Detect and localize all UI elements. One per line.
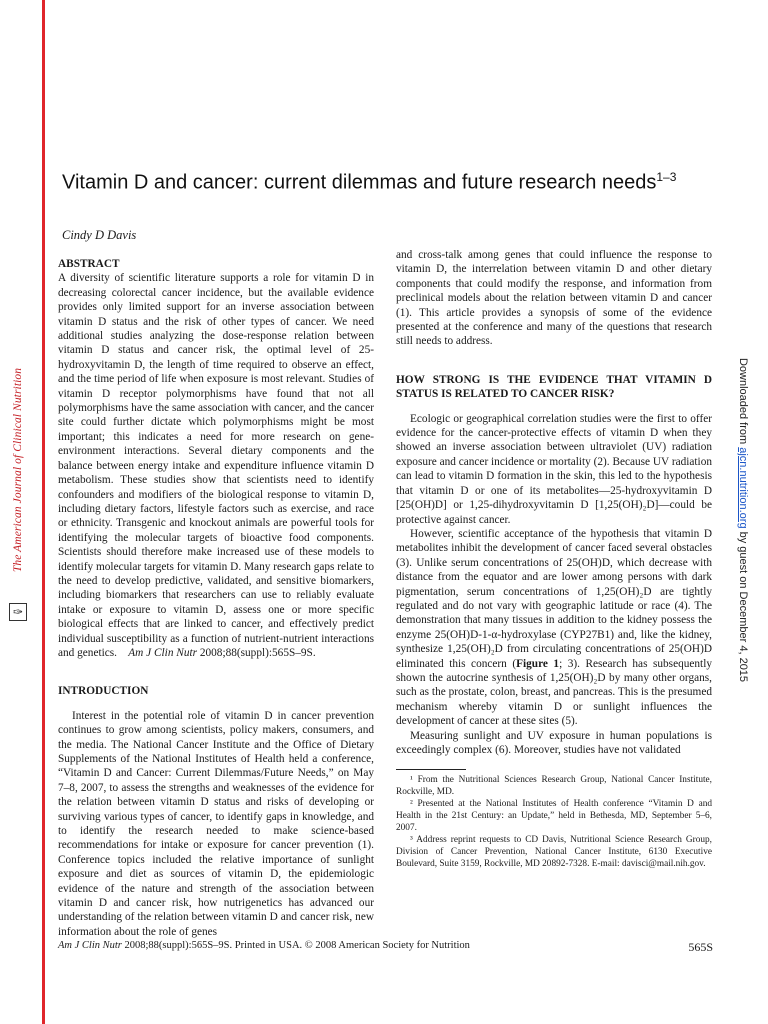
introduction-continued: and cross-talk among genes that could influence the response to vitamin D, the interrelation between vitamin D and other dietary components that could modify the response, and information from preclinical models about the relation between vitamin D and cancer (1). This article provides a synopsis of some of the evidence presented at the conference and many of the questions that research still needs to address. (396, 249, 712, 348)
footnote-3: ³ Address reprint requests to CD Davis, Nutritional Science Research Group, Division of Cancer Prevention, National Cancer Institute, 6130 Executive Boulevard, Suite 3159, Rockville, MD 20892-7328. E-mail: davisci@mail.nih.gov. (396, 835, 712, 870)
page-number: 565S (688, 940, 713, 954)
evidence-paragraph-1: Ecologic or geographical correlation studies were the first to offer evidence for the cancer-protective effects of vitamin D when they showed an inverse association between ultraviolet (UV) radiation exposure and cancer incidence or mortality (2). Because UV radiation can lead to vitamin D formation in the skin, this led to the hypothesis that vitamin D or one of its metabolites—25-hydroxyvitamin D [25(OH)D] or 1,25-dihydroxyvitamin D [1,25(OH)₂D]—could be protective against cancer. (396, 412, 712, 526)
section-heading-evidence: HOW STRONG IS THE EVIDENCE THAT VITAMIN D STATUS IS RELATED TO CANCER RISK? (396, 373, 712, 401)
introduction-heading: INTRODUCTION (58, 685, 149, 698)
footnote-1: ¹ From the Nutritional Sciences Research Group, National Cancer Institute, Rockville, MD. (396, 775, 712, 798)
figure-1-reference[interactable]: Figure 1 (516, 657, 560, 670)
margin-red-line (42, 0, 45, 1024)
footer-text: 2008;88(suppl):565S–9S. Printed in USA. © 2008 American Society for Nutrition (121, 940, 470, 951)
download-notice (728, 0, 758, 1024)
footer-citation (58, 940, 470, 955)
footnote-2: ² Presented at the National Institutes of Health conference “Vitamin D and Health in the 21st Century: an Update,” held in Bethesda, MD, September 5–6, 2007. (396, 799, 712, 834)
title-text: Vitamin D and cancer: current dilemmas and future research needs (62, 171, 657, 194)
footnote-divider (396, 769, 466, 770)
download-prefix: Downloaded from (737, 357, 749, 448)
right-column (396, 248, 712, 870)
evidence-paragraph-2 (396, 527, 712, 729)
journal-logo-icon: ✑ (9, 603, 27, 621)
author-name: Cindy D Davis (62, 228, 137, 242)
footer-journal: Am J Clin Nutr (58, 940, 122, 951)
journal-name-vertical: The American Journal of Clinical Nutrition (12, 367, 24, 573)
p2-after: ; 3). Research has subsequently shown the autocrine synthesis of 1,25(OH)₂D by many other organs, such as the prostate, colon, breast, and pancreas. This is the presumed mechanism whereby vitamin D or sunlight influences the development of cancer at these sites (5). (396, 657, 712, 728)
introduction-text: Interest in the potential role of vitamin D in cancer prevention continues to grow among scientists, policy makers, consumers, and the media. The National Cancer Institute and the Office of Dietary Supplements of the National Institutes of Health held a conference, “Vitamin D and Cancer: Current Dilemmas/Future Needs,” on May 7–8, 2007, to assess the strengths and weaknesses of the evidence for the relation between vitamin D status and risks of developing or surviving various types of cancer, to identify gaps in knowledge, and to identify the research needed to make science-based recommendations for intake or exposure for cancer prevention (1). Conference topics included the relative importance of sunlight exposure and diet as sources of vitamin D, the epidemiologic evidence of the nature and strength of the association between vitamin D and cancer risk, how nutrigenetics has advanced our understanding of the relation between vitamin D and cancer risk, new information about the role of genes (58, 709, 374, 938)
journal-sidebar (0, 0, 36, 1024)
download-suffix: by guest on December 4, 2015 (737, 528, 749, 683)
p2-before: However, scientific acceptance of the hypothesis that vitamin D metabolites inhibit the development of cancer faced several obstacles (3). Unlike serum concentrations of 25(OH)D, which decrease with distance from the equator and are lower among persons with dark pigmentation, serum concentrations of 1,25(OH)₂D are tightly regulated and do not vary with geographic latitude or race (4). The demonstration that many tissues in addition to the kidney possess the enzyme 25(OH)D-1-α-hydroxylase (CYP27B1) and, like the kidney, synthesize 1,25(OH)₂D from circulating concentrations of 25(OH)D eliminated this concern ( (396, 527, 712, 670)
abstract-citation-journal: Am J Clin Nutr (128, 646, 198, 659)
download-source-link[interactable]: ajcn.nutrition.org (737, 447, 749, 529)
left-column (58, 257, 374, 939)
abstract-heading: ABSTRACT (58, 258, 120, 270)
abstract-text (58, 271, 374, 660)
evidence-paragraph-3: Measuring sunlight and UV exposure in human populations is exceedingly complex (6). Moreover, studies have not validated (396, 729, 712, 756)
abstract-citation-details: 2008;88(suppl):565S–9S. (199, 646, 316, 659)
abstract-body: A diversity of scientific literature supports a role for vitamin D in decreasing colorectal cancer incidence, but the available evidence provides only limited support for an inverse association between vitamin D status and the risk of other types of cancer. We need additional studies analyzing the dose-response relation between vitamin D status and cancer risk, the optimal level of 25-hydroxyvitamin D, the length of time required to observe an effect, and the time period of life when exposure is most relevant. Studies of vitamin D receptor polymorphisms have found that not all polymorphisms have the same association with cancer, and the cancer site could further dictate which polymorphisms might be most important; this indicates a need for more research on gene-environment interactions. Several dietary components and the balance between energy intake and expenditure influence vitamin D metabolism. These studies show that scientists need to identify confounders and modifiers of the biological response to vitamin D, including dietary factors, lifestyle factors such as exercise, and race or ethnicity. Transgenic and knockout animals are powerful tools for identifying the molecular targets of bioactive food components. Scientists should therefore make increased use of these models to identify molecular targets for vitamin D. Many research gaps relate to the need to develop predictive, validated, and sensitive biomarkers, including biomarkers that researchers can use to reliably evaluate intake or exposure to vitamin D, assess one or more specific biological effects that are linked to cancer, and effectively predict individual susceptibility as a function of nutrient-nutrient interactions and genetics. (58, 272, 374, 659)
title-footnote-marker: 1–3 (656, 170, 677, 184)
article-title (62, 165, 682, 195)
page-footer (58, 940, 713, 955)
